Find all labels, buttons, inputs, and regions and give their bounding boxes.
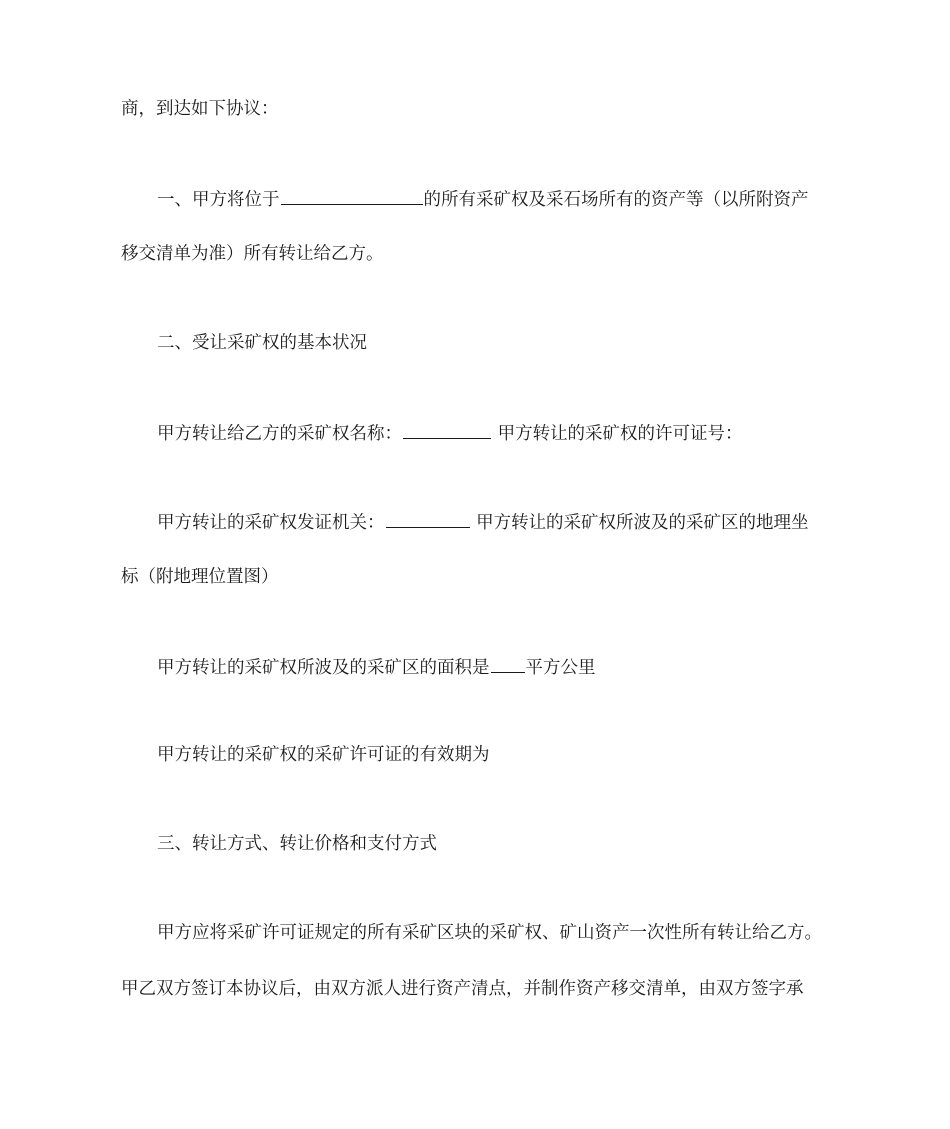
intro-line: 商，到达如下协议： [121, 99, 279, 119]
section-2-heading: 二、受让采矿权的基本状况 [157, 333, 367, 353]
area-line: 甲方转让的采矿权所波及的采矿区的面积是 平方公里 [157, 655, 596, 679]
location-blank [281, 187, 423, 205]
transfer-paragraph-line-2: 甲乙双方签订本协议后，由双方派人进行资产清点，并制作资产移交清单，由双方签字承 [121, 979, 804, 999]
mining-right-name-blank [403, 421, 491, 439]
section-1-line-1: 一、甲方将位于 的所有采矿权及采石场所有的资产等（以所附资产 [157, 187, 809, 211]
transfer-paragraph-line-1: 甲方应将采矿许可证规定的所有采矿区块的采矿权、矿山资产一次性所有转让给乙方。 [157, 923, 822, 943]
mining-right-name-line: 甲方转让给乙方的采矿权名称： 甲方转让的采矿权的许可证号： [157, 421, 743, 445]
area-blank [491, 655, 525, 673]
validity-line: 甲方转让的采矿权的采矿许可证的有效期为 [157, 745, 490, 765]
section-3-heading: 三、转让方式、转让价格和支付方式 [157, 834, 437, 854]
issuing-authority-line: 甲方转让的采矿权发证机关： 甲方转让的采矿权所波及的采矿区的地理坐 [157, 510, 809, 534]
coordinates-line: 标（附地理位置图） [121, 567, 279, 587]
issuing-authority-blank [386, 510, 470, 528]
section-1-line-2: 移交清单为准）所有转让给乙方。 [121, 244, 384, 264]
